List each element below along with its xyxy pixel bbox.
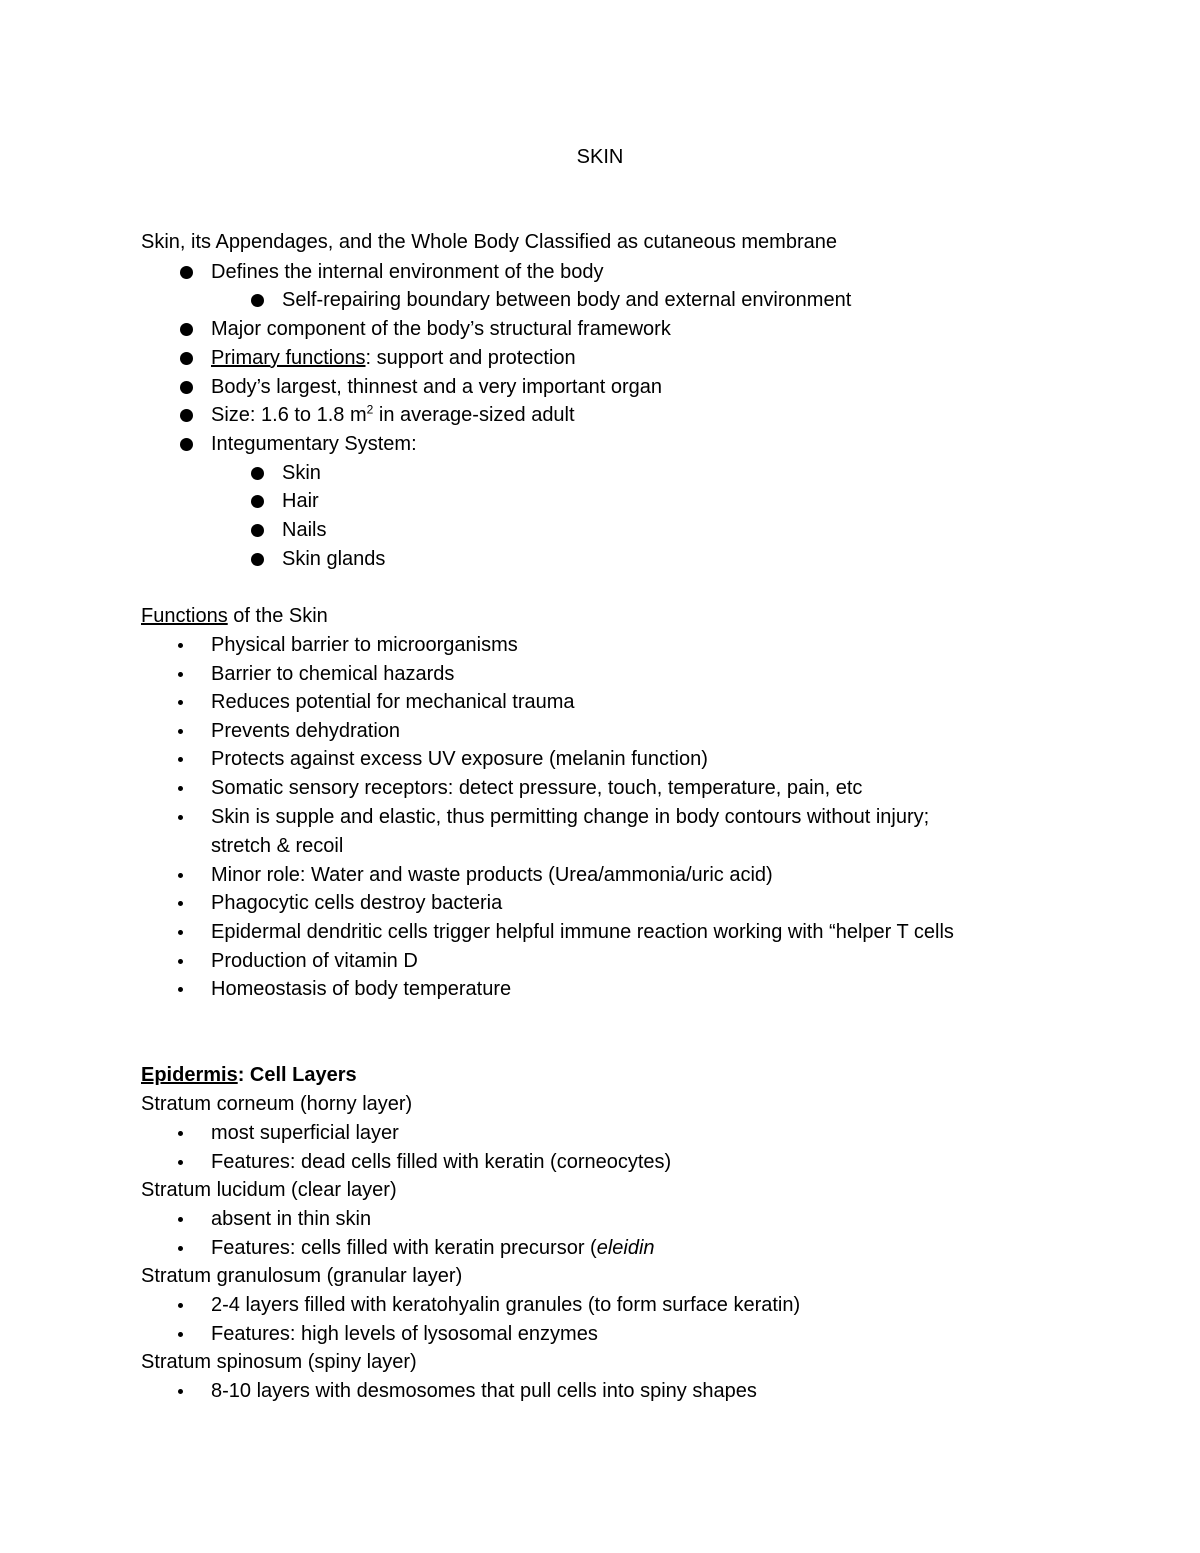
- bullet-icon: [178, 1332, 183, 1337]
- list-item: 2-4 layers filled with keratohyalin granules (to form surface keratin): [211, 1294, 801, 1316]
- bullet-icon: [178, 1303, 183, 1308]
- bullet-icon: [178, 643, 183, 648]
- bullet-icon: [178, 1131, 183, 1136]
- list-item: Major component of the body’s structural framework: [211, 318, 671, 340]
- list-item: Homeostasis of body temperature: [211, 978, 512, 1000]
- bullet-icon: [178, 672, 183, 677]
- page-title: SKIN: [576, 146, 624, 168]
- bullet-icon: [251, 294, 264, 307]
- bullet-icon: [178, 1389, 183, 1394]
- list-item: Protects against excess UV exposure (melanin function): [211, 748, 708, 770]
- bullet-icon: [180, 266, 193, 279]
- bullet-icon: [180, 409, 193, 422]
- list-item: Barrier to chemical hazards: [211, 663, 455, 685]
- list-item: Self-repairing boundary between body and external environment: [282, 289, 852, 311]
- list-item: Physical barrier to microorganisms: [211, 634, 518, 656]
- bullet-icon: [178, 901, 183, 906]
- size-text-end: in average-sized adult: [373, 404, 575, 426]
- section-heading-epidermis: [141, 1063, 357, 1087]
- list-item: Nails: [282, 519, 327, 541]
- list-item: [211, 346, 576, 370]
- section-heading-skin: Skin, its Appendages, and the Whole Body Classified as cutaneous membrane: [141, 231, 837, 253]
- bullet-icon: [251, 467, 264, 480]
- bullet-icon: [178, 1217, 183, 1222]
- list-item-continuation: stretch & recoil: [211, 835, 344, 857]
- size-superscript: 2: [366, 402, 374, 417]
- stratum-lucidum-heading: Stratum lucidum (clear layer): [141, 1179, 397, 1201]
- list-item: most superficial layer: [211, 1122, 399, 1144]
- bullet-icon: [178, 930, 183, 935]
- list-item: Phagocytic cells destroy bacteria: [211, 892, 503, 914]
- bullet-icon: [180, 352, 193, 365]
- list-item: Somatic sensory receptors: detect pressure, touch, temperature, pain, etc: [211, 777, 863, 799]
- list-item: Minor role: Water and waste products (Urea/ammonia/uric acid): [211, 864, 773, 886]
- bullet-icon: [180, 323, 193, 336]
- bullet-icon: [178, 959, 183, 964]
- list-item: [211, 1236, 655, 1260]
- epidermis-heading-rest: : Cell Layers: [237, 1064, 357, 1086]
- bullet-icon: [178, 987, 183, 992]
- bullet-icon: [251, 553, 264, 566]
- list-item: Features: dead cells filled with keratin (corneocytes): [211, 1151, 672, 1173]
- lucidum-features-text: Features: cells filled with keratin precursor (: [211, 1237, 597, 1259]
- list-item: Body’s largest, thinnest and a very important organ: [211, 376, 662, 398]
- bullet-icon: [180, 438, 193, 451]
- list-item: Prevents dehydration: [211, 720, 401, 742]
- stratum-granulosum-heading: Stratum granulosum (granular layer): [141, 1265, 463, 1287]
- bullet-icon: [178, 757, 183, 762]
- stratum-spinosum-heading: Stratum spinosum (spiny layer): [141, 1351, 417, 1373]
- functions-heading-rest: of the Skin: [227, 605, 328, 627]
- bullet-icon: [251, 495, 264, 508]
- bullet-icon: [178, 873, 183, 878]
- list-item: [211, 403, 575, 427]
- list-item: Skin is supple and elastic, thus permitting change in body contours without injury;: [211, 806, 930, 828]
- list-item: Hair: [282, 490, 319, 512]
- list-item: Defines the internal environment of the body: [211, 261, 604, 283]
- primary-functions-text: : support and protection: [365, 347, 576, 369]
- bullet-icon: [251, 524, 264, 537]
- bullet-icon: [180, 381, 193, 394]
- bullet-icon: [178, 700, 183, 705]
- bullet-icon: [178, 1246, 183, 1251]
- list-item: Skin: [282, 462, 321, 484]
- list-item: Integumentary System:: [211, 433, 417, 455]
- list-item: absent in thin skin: [211, 1208, 372, 1230]
- list-item: Epidermal dendritic cells trigger helpful immune reaction working with “helper T cells: [211, 921, 954, 943]
- list-item: 8-10 layers with desmosomes that pull cells into spiny shapes: [211, 1380, 757, 1402]
- bullet-icon: [178, 1160, 183, 1165]
- eleidin-term: eleidin: [596, 1237, 655, 1259]
- stratum-corneum-heading: Stratum corneum (horny layer): [141, 1093, 413, 1115]
- bullet-icon: [178, 729, 183, 734]
- section-heading-functions: [141, 604, 328, 628]
- size-text: Size: 1.6 to 1.8 m: [211, 404, 367, 426]
- epidermis-label: Epidermis: [141, 1064, 238, 1086]
- functions-label: Functions: [141, 605, 228, 627]
- list-item: Skin glands: [282, 548, 386, 570]
- bullet-icon: [178, 786, 183, 791]
- list-item: Production of vitamin D: [211, 950, 418, 972]
- bullet-icon: [178, 815, 183, 820]
- primary-functions-label: Primary functions: [211, 347, 366, 369]
- list-item: Reduces potential for mechanical trauma: [211, 691, 575, 713]
- list-item: Features: high levels of lysosomal enzymes: [211, 1323, 598, 1345]
